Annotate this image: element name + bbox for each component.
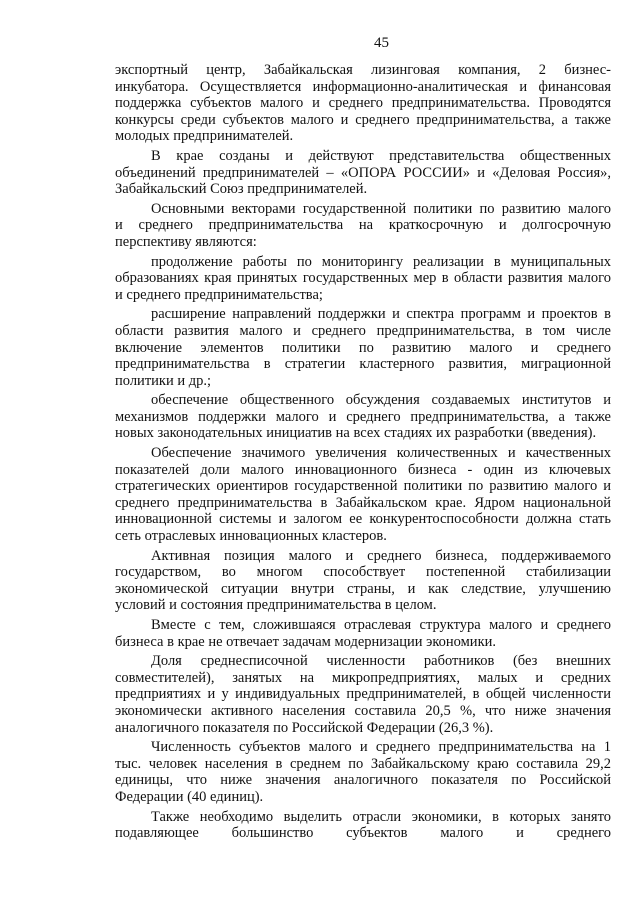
text-line: инкубатора. Осуществляется информационно-аналитическая и финансовая bbox=[115, 78, 611, 95]
text-line: Забайкальский Союз предпринимателей. bbox=[115, 181, 368, 198]
text-line: продолжение работы по мониторингу реализации в муниципальных bbox=[151, 253, 611, 270]
text-line: среднего предпринимательства в Забайкальском крае. Ядром национальной bbox=[115, 494, 611, 511]
text-line: объединений предпринимателей – «ОПОРА РОССИИ» и «Деловая Россия», bbox=[115, 164, 611, 181]
paragraph bbox=[115, 148, 611, 198]
text-line: совместителей), занятых на микропредприятиях, малых и средних bbox=[115, 669, 611, 686]
text-line: перспективу являются: bbox=[115, 233, 257, 250]
paragraph bbox=[115, 653, 611, 736]
text-line: стратегических ориентиров государственной политики по развитию малого и bbox=[115, 478, 611, 495]
text-line: Основными векторами государственной политики по развитию малого bbox=[151, 200, 611, 217]
text-line: новых законодательных инициатив на всех стадиях их разработки (введения). bbox=[115, 425, 597, 442]
text-line: механизмов поддержки малого и среднего предпринимательства, а также bbox=[115, 408, 611, 425]
document-body bbox=[115, 62, 611, 842]
text-line: политики и др.; bbox=[115, 372, 212, 389]
paragraph bbox=[115, 201, 611, 251]
text-line: тыс. человек населения в среднем по Забайкальскому краю составила 29,2 bbox=[115, 755, 611, 772]
text-line: включение элементов политики по развитию малого и среднего bbox=[115, 339, 611, 356]
text-line: Доля среднесписочной численности работников (без внешних bbox=[151, 653, 611, 670]
page-number: 45 bbox=[374, 35, 389, 51]
text-line: расширение направлений поддержки и спектра программ и проектов в bbox=[151, 306, 611, 323]
text-line: поддержка субъектов малого и среднего предпринимательства. Проводятся bbox=[115, 95, 611, 112]
text-line: сеть отраслевых инновационных кластеров. bbox=[115, 528, 387, 545]
paragraph bbox=[115, 739, 611, 805]
paragraph bbox=[115, 445, 611, 545]
text-line: предприятиях и у индивидуальных предпринимателей, в общей численности bbox=[115, 686, 611, 703]
text-line: единицы, что ниже значения аналогичного показателя по Российской bbox=[115, 772, 611, 789]
text-line: экспортный центр, Забайкальская лизинговая компания, 2 бизнес- bbox=[115, 62, 611, 78]
text-line: Вместе с тем, сложившаяся отраслевая структура малого и среднего bbox=[151, 617, 611, 633]
paragraph bbox=[115, 809, 611, 842]
paragraph bbox=[115, 617, 611, 650]
text-line: показателей доли малого инновационного бизнеса - один из ключевых bbox=[115, 461, 611, 478]
text-line: предпринимательства в стратегии кластерного развития, миграционной bbox=[115, 356, 611, 373]
text-line: образованиях края принятых государственных мер в области развития малого bbox=[115, 270, 611, 287]
text-line: Федерации (40 единиц). bbox=[115, 788, 264, 805]
text-line: обеспечение общественного обсуждения создаваемых институтов и bbox=[151, 392, 611, 409]
text-line: Активная позиция малого и среднего бизнеса, поддерживаемого bbox=[151, 547, 611, 564]
paragraph bbox=[115, 548, 611, 614]
text-line: подавляющее большинство субъектов малого и среднего bbox=[115, 825, 611, 842]
text-line: области развития малого и среднего предпринимательства, в том числе bbox=[115, 322, 611, 339]
text-line: государством, во многом способствует постепенной стабилизации bbox=[115, 564, 611, 581]
text-line: Также необходимо выделить отрасли экономики, в которых занято bbox=[151, 808, 611, 825]
text-line: бизнеса в крае не отвечает задачам модернизации экономики. bbox=[115, 633, 497, 650]
text-line: и среднего предпринимательства; bbox=[115, 286, 323, 303]
text-line: и среднего предпринимательства на краткосрочную и долгосрочную bbox=[115, 217, 611, 234]
paragraph bbox=[115, 306, 611, 389]
paragraph bbox=[115, 62, 611, 145]
paragraph bbox=[115, 254, 611, 304]
text-line: аналогичного показателя по Российской Федерации (26,3 %). bbox=[115, 719, 494, 736]
text-line: условий и состояния предпринимательства в целом. bbox=[115, 597, 437, 614]
paragraph bbox=[115, 392, 611, 442]
text-line: Численность субъектов малого и среднего предпринимательства на 1 bbox=[151, 739, 611, 756]
text-line: инновационной системы и залогом ее конкурентоспособности должна стать bbox=[115, 511, 611, 528]
text-line: экономической ситуации внутри страны, и как следствие, улучшению bbox=[115, 580, 611, 597]
text-line: Обеспечение значимого увеличения количественных и качественных bbox=[151, 445, 611, 462]
text-line: молодых предпринимателей. bbox=[115, 128, 294, 145]
text-line: экономически активного населения составила 20,5 %, что ниже значения bbox=[115, 702, 611, 719]
text-line: конкурсы среди субъектов малого и среднего предпринимательства, а также bbox=[115, 111, 611, 128]
text-line: В крае созданы и действуют представительства общественных bbox=[151, 147, 611, 164]
